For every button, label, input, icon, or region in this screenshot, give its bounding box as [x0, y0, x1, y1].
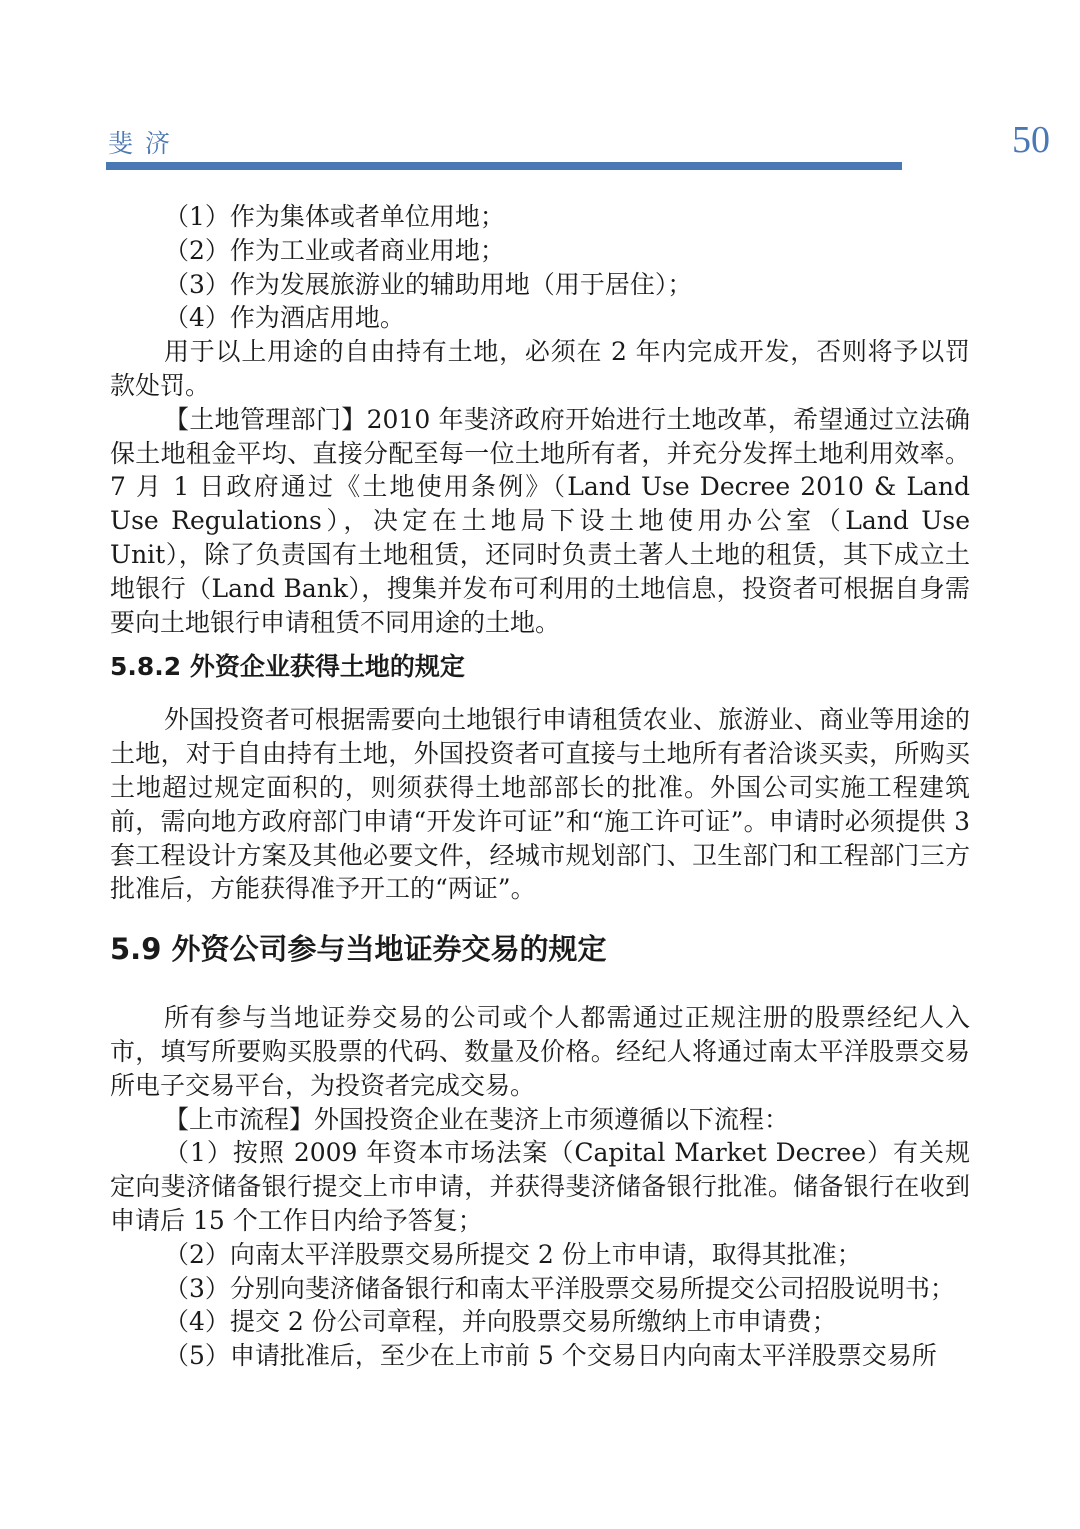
- section-heading-5-9: 5.9 外资公司参与当地证券交易的规定: [110, 932, 607, 967]
- listing-step: （1）按照 2009 年资本市场法案（Capital Market Decree）有关规定向斐济储备银行提交上市申请，并获得斐济储备银行批准。储备银行在收到申请后 15 个工作日内给予答复；: [110, 1138, 970, 1235]
- paragraph-foreign-land: 外国投资者可根据需要向土地银行申请租赁农业、旅游业、商业等用途的土地，对于自由持有土地，外国投资者可直接与土地所有者洽谈买卖，所购买土地超过规定面积的，则须获得土地部部长的批准。外国公司实施工程建筑前，需向地方政府部门申请“开发许可证”和“施工许可证”。申请时必须提供 3 套工程设计方案及其他必要文件，经城市规划部门、卫生部门和工程部门三方批准后，方能获得准予开工的“两证”。: [110, 705, 970, 904]
- body-text: [110, 200, 970, 1373]
- list-item: （2）作为工业或者商业用地；: [164, 235, 505, 265]
- running-head: 斐济: [108, 129, 183, 158]
- listing-step: （5）申请批准后，至少在上市前 5 个交易日内向南太平洋股票交易所: [164, 1341, 937, 1371]
- list-item: （1）作为集体或者单位用地；: [164, 202, 505, 231]
- paragraph-securities-intro: 所有参与当地证券交易的公司或个人都需通过正规注册的股票经纪人入市，填写所要购买股票的代码、数量及价格。经纪人将通过南太平洋股票交易所电子交易平台，为投资者完成交易。: [110, 1003, 970, 1100]
- page-number: 50: [1012, 119, 1050, 161]
- paragraph-listing-intro: 【上市流程】外国投资企业在斐济上市须遵循以下流程：: [164, 1104, 790, 1134]
- section-heading-5-8-2: 5.8.2 外资企业获得土地的规定: [110, 652, 465, 682]
- listing-step: （4）提交 2 份公司章程，并向股票交易所缴纳上市申请费；: [164, 1307, 837, 1337]
- listing-step: （2）向南太平洋股票交易所提交 2 份上市申请，取得其批准；: [164, 1239, 862, 1269]
- paragraph-land-department: 【土地管理部门】2010 年斐济政府开始进行土地改革，希望通过立法确保土地租金平均、直接分配至每一位土地所有者，并充分发挥土地利用效率。7 月 1 日政府通过《土地使用条例》（Land Use Decree 2010 & Land Use Regulations），决定在土地局下设土地使用办公室（Land Use Unit），除了负责国有土地租赁，还同时负责土著人土地的租赁，其下成立土地银行（Land Bank），搜集并发布可利用的土地信息，投资者可根据自身需要向土地银行申请租赁不同用途的土地。: [110, 404, 970, 637]
- header-rule: [106, 162, 902, 170]
- listing-step: （3）分别向斐济储备银行和南太平洋股票交易所提交公司招股说明书；: [164, 1273, 955, 1303]
- list-item: （4）作为酒店用地。: [164, 303, 405, 333]
- paragraph-freehold: 用于以上用途的自由持有土地，必须在 2 年内完成开发，否则将予以罚款处罚。: [110, 337, 970, 400]
- list-item: （3）作为发展旅游业的辅助用地（用于居住）；: [164, 269, 693, 299]
